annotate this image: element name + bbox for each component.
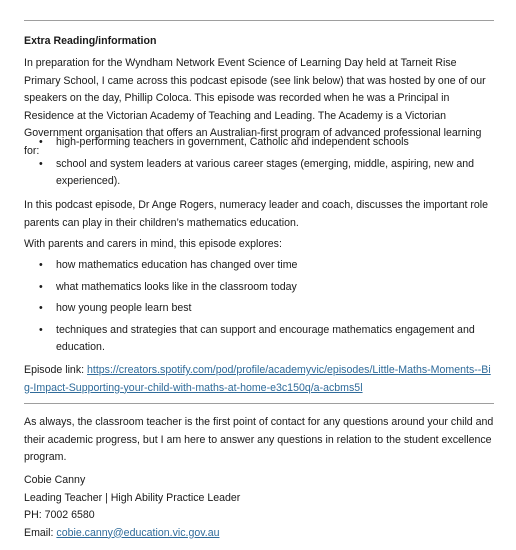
signature-name: Cobie Canny [24,474,86,486]
list-item: • what mathematics looks like in the classroom today [24,279,494,297]
list-item: • how mathematics education has changed over time [24,257,494,275]
closing-paragraph: As always, the classroom teacher is the first point of contact for any questions around your child and their academic progress, but I am here to answer any questions in relation to the student excellence program. [24,416,494,463]
top-divider [24,20,494,21]
episode-link[interactable]: https://creators.spotify.com/pod/profile/academyvic/episodes/Little-Maths-Moments--Big-Impact-Supporting-your-child-with-maths-at-home-e3c150q/a-acbms5l [24,364,491,394]
signature-email-line [24,525,494,543]
signature-block [24,472,494,542]
podcast-description: In this podcast episode, Dr Ange Rogers, numeracy leader and coach, discusses the important role parents can play in their children’s mathematics education. [24,199,489,229]
email-link[interactable]: cobie.canny@education.vic.gov.au [56,526,220,539]
middle-divider [24,403,494,404]
signature-role: Leading Teacher | High Ability Practice Leader [24,491,241,504]
explores-intro: With parents and carers in mind, this episode explores: [24,238,282,250]
list-item: • techniques and strategies that can support and encourage mathematics engagement and education. [24,322,494,357]
section-heading: Extra Reading/information [24,35,157,47]
episode-link-label: Episode link: [24,364,88,376]
signature-phone: PH: 7002 6580 [24,509,95,521]
email-label: Email: [24,526,57,539]
list-item: • how young people learn best [24,300,494,318]
list-item: • high-performing teachers in government, Catholic and independent schools [24,134,494,152]
intro-paragraph: In preparation for the Wyndham Network Event Science of Learning Day held at Tarneit Rise Primary School, I came across this podcast episode (see link below) that was hosted by one of our speakers on the day, Phillip Coloca. This episode was recorded when he was a Principal in Residence at the Victorian Academy of Teaching and Leading. The Academy is a Victorian Government organisation that offers an Australian-first program of advanced professional learning for: [24,57,486,157]
audience-list [24,134,494,191]
explores-list [24,257,494,357]
episode-link-line [24,362,494,397]
list-item: • school and system leaders at various career stages (emerging, middle, aspiring, new and experienced). [24,156,494,191]
